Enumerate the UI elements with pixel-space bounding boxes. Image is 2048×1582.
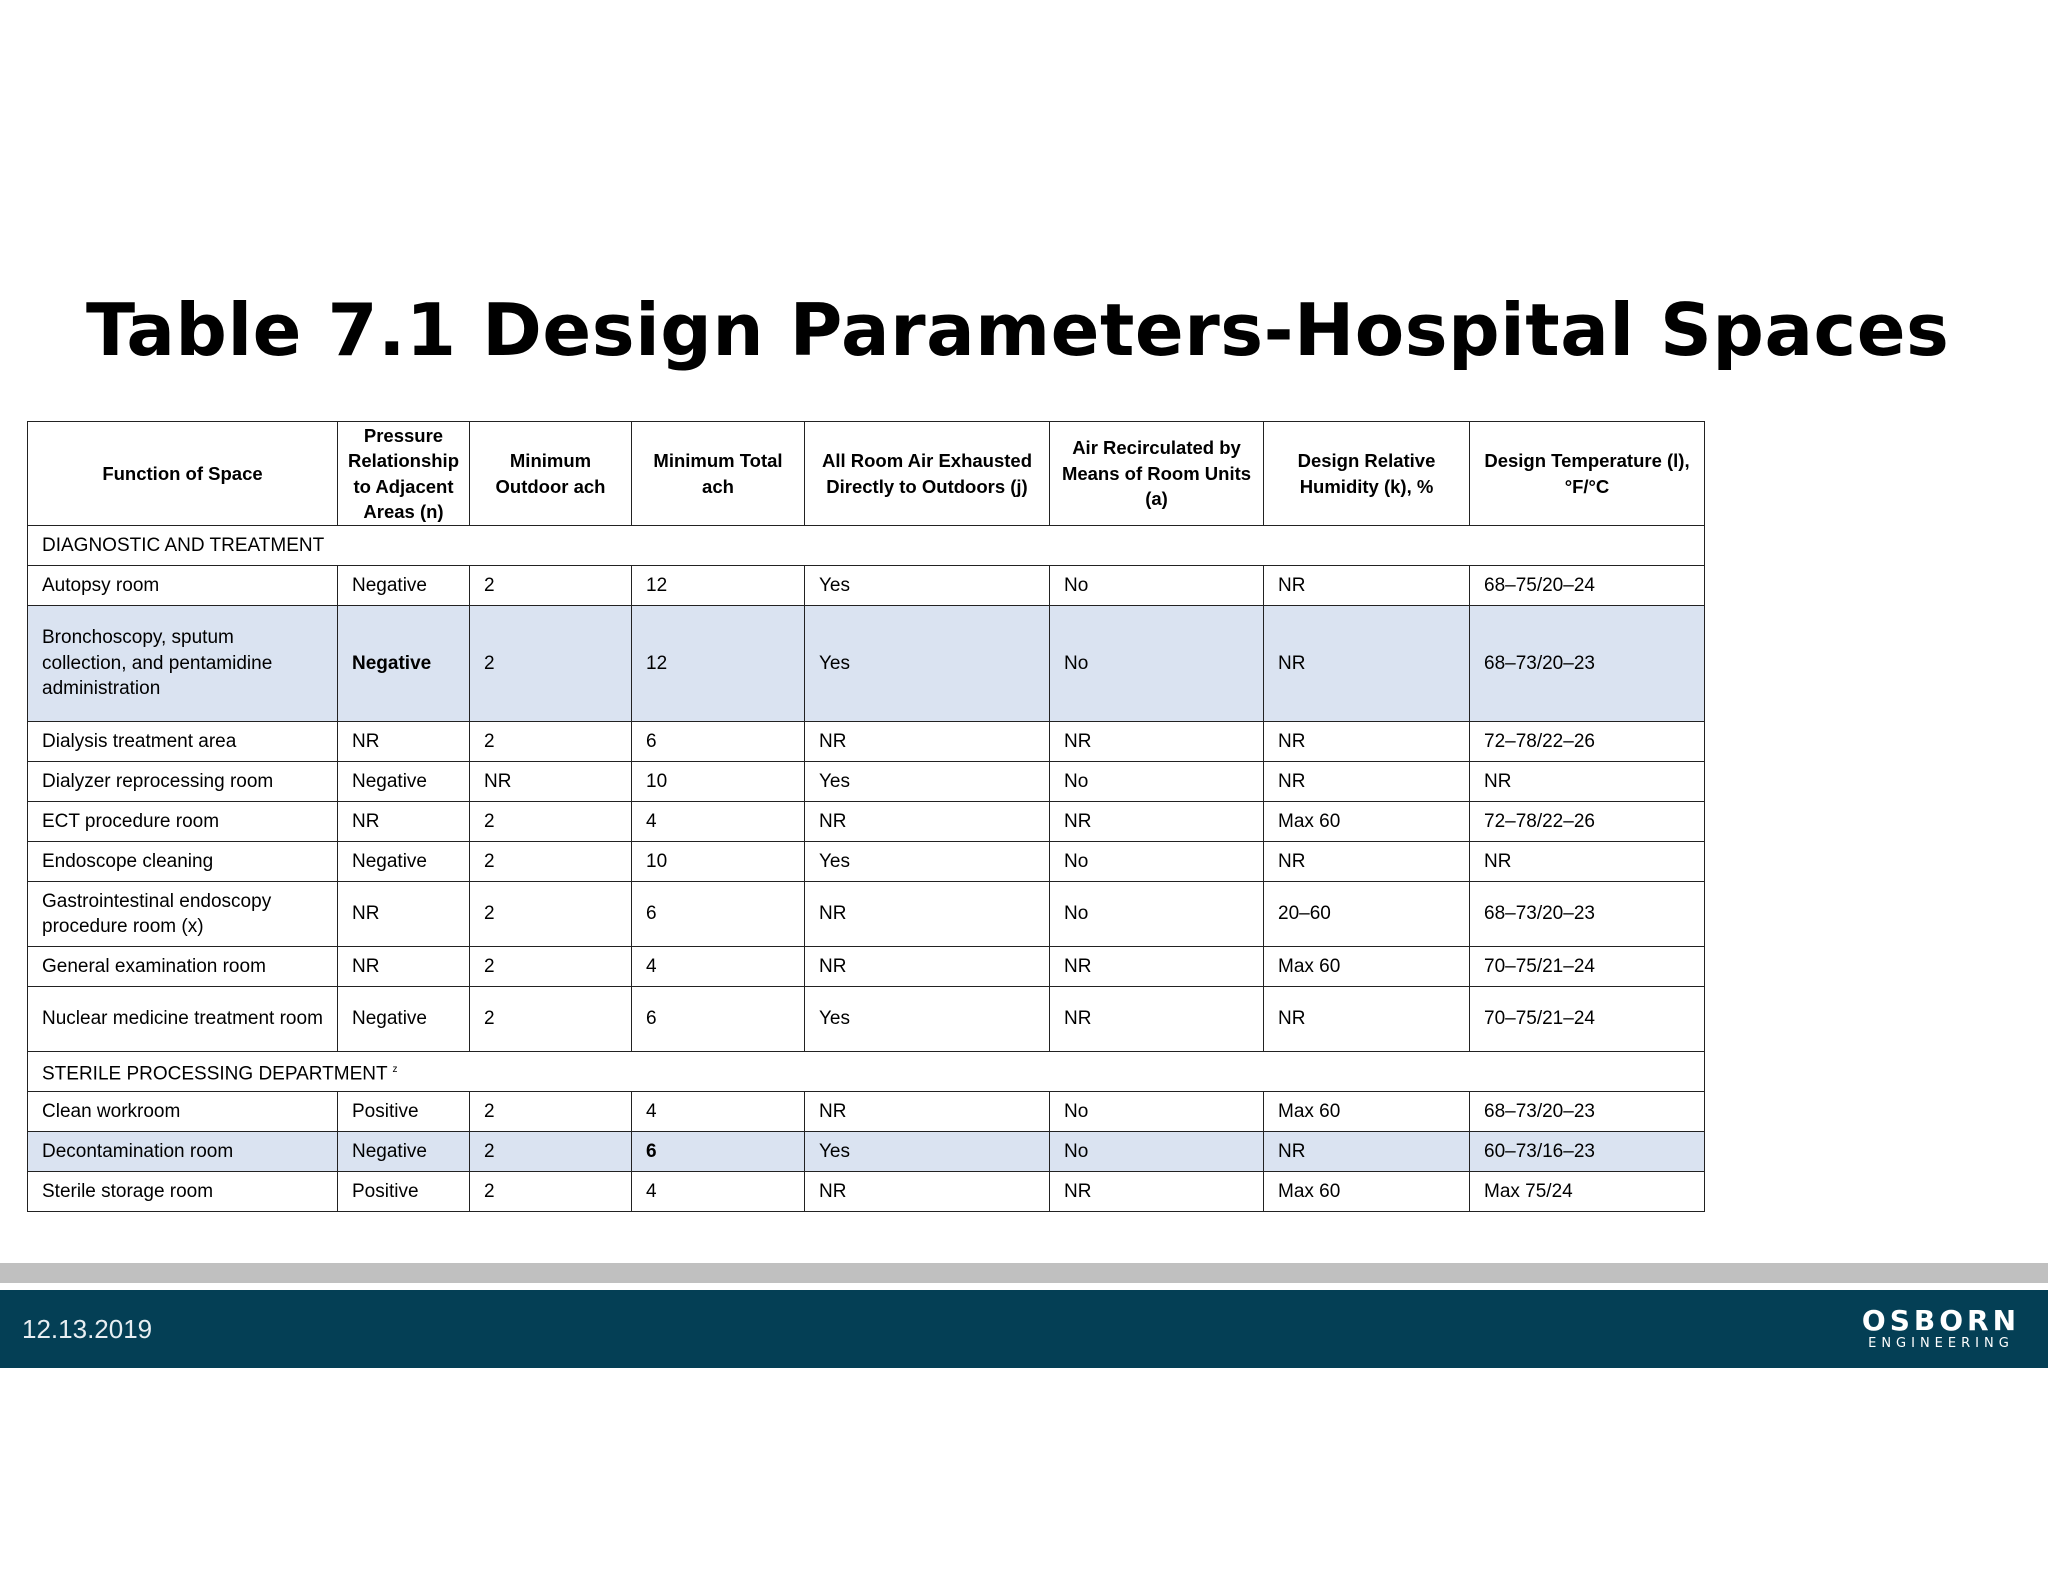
cell-recirc: NR <box>1050 722 1264 762</box>
cell-function: ECT procedure room <box>28 802 338 842</box>
cell-pressure: Negative <box>338 1132 470 1172</box>
cell-pressure: NR <box>338 722 470 762</box>
cell-temperature: NR <box>1470 762 1705 802</box>
cell-temperature: 68–75/20–24 <box>1470 566 1705 606</box>
cell-function: Autopsy room <box>28 566 338 606</box>
cell-pressure: NR <box>338 947 470 987</box>
table-row <box>28 1092 1705 1132</box>
cell-pressure: NR <box>338 882 470 947</box>
cell-recirc: NR <box>1050 802 1264 842</box>
table-row <box>28 762 1705 802</box>
header-outdoor: Minimum Outdoor ach <box>470 422 632 526</box>
cell-temperature: 60–73/16–23 <box>1470 1132 1705 1172</box>
cell-humidity: NR <box>1264 987 1470 1052</box>
cell-recirc: No <box>1050 762 1264 802</box>
section-sterile-label: STERILE PROCESSING DEPARTMENT <box>42 1062 388 1084</box>
cell-temperature: 70–75/21–24 <box>1470 987 1705 1052</box>
header-pressure: Pressure Relationship to Adjacent Areas (n) <box>338 422 470 526</box>
cell-temperature: 68–73/20–23 <box>1470 1092 1705 1132</box>
cell-function: Nuclear medicine treatment room <box>28 987 338 1052</box>
cell-total: 4 <box>632 1172 805 1212</box>
cell-function: Clean workroom <box>28 1092 338 1132</box>
cell-outdoor: 2 <box>470 606 632 722</box>
cell-exhaust: NR <box>805 722 1050 762</box>
cell-exhaust: Yes <box>805 606 1050 722</box>
cell-temperature: 72–78/22–26 <box>1470 722 1705 762</box>
cell-temperature: 68–73/20–23 <box>1470 882 1705 947</box>
cell-total: 10 <box>632 842 805 882</box>
cell-humidity: NR <box>1264 762 1470 802</box>
cell-total: 10 <box>632 762 805 802</box>
cell-humidity: NR <box>1264 1132 1470 1172</box>
logo-wordmark: OSBORN <box>1861 1304 2020 1337</box>
cell-pressure: Negative <box>338 762 470 802</box>
cell-outdoor: 2 <box>470 802 632 842</box>
cell-function: Decontamination room <box>28 1132 338 1172</box>
cell-recirc: No <box>1050 566 1264 606</box>
cell-exhaust: NR <box>805 1092 1050 1132</box>
header-recirc: Air Recirculated by Means of Room Units (a) <box>1050 422 1264 526</box>
cell-pressure: Negative <box>338 566 470 606</box>
table-row <box>28 987 1705 1052</box>
footer-bar <box>0 1290 2048 1368</box>
cell-outdoor: NR <box>470 762 632 802</box>
table-row <box>28 802 1705 842</box>
cell-total: 4 <box>632 802 805 842</box>
cell-pressure: Negative <box>338 842 470 882</box>
divider-band <box>0 1263 2048 1283</box>
cell-exhaust: NR <box>805 882 1050 947</box>
cell-total: 12 <box>632 566 805 606</box>
cell-humidity: NR <box>1264 722 1470 762</box>
table-row <box>28 1172 1705 1212</box>
cell-recirc: No <box>1050 1092 1264 1132</box>
header-exhaust: All Room Air Exhausted Directly to Outdoors (j) <box>805 422 1050 526</box>
cell-humidity: NR <box>1264 606 1470 722</box>
header-humidity: Design Relative Humidity (k), % <box>1264 422 1470 526</box>
section-row <box>28 1052 1705 1092</box>
cell-recirc: No <box>1050 882 1264 947</box>
cell-temperature: Max 75/24 <box>1470 1172 1705 1212</box>
cell-pressure: Negative <box>338 606 470 722</box>
cell-exhaust: Yes <box>805 1132 1050 1172</box>
table-row <box>28 606 1705 722</box>
cell-function: Dialysis treatment area <box>28 722 338 762</box>
cell-total: 6 <box>632 1132 805 1172</box>
cell-exhaust: Yes <box>805 842 1050 882</box>
cell-outdoor: 2 <box>470 1172 632 1212</box>
cell-humidity: Max 60 <box>1264 1092 1470 1132</box>
header-temperature: Design Temperature (l), °F/°C <box>1470 422 1705 526</box>
cell-recirc: NR <box>1050 947 1264 987</box>
cell-total: 6 <box>632 882 805 947</box>
section-diagnostic: DIAGNOSTIC AND TREATMENT <box>28 526 1705 566</box>
footer-date: 12.13.2019 <box>22 1314 153 1344</box>
table-row <box>28 722 1705 762</box>
cell-recirc: No <box>1050 606 1264 722</box>
cell-total: 4 <box>632 1092 805 1132</box>
cell-function: Gastrointestinal endoscopy procedure room (x) <box>28 882 338 947</box>
cell-recirc: No <box>1050 842 1264 882</box>
cell-total: 6 <box>632 722 805 762</box>
design-parameters-table <box>27 421 1705 1212</box>
table-row <box>28 947 1705 987</box>
cell-humidity: Max 60 <box>1264 1172 1470 1212</box>
cell-pressure: Positive <box>338 1092 470 1132</box>
logo-subtitle: ENGINEERING <box>1868 1336 2014 1351</box>
cell-total: 6 <box>632 987 805 1052</box>
cell-pressure: NR <box>338 802 470 842</box>
cell-outdoor: 2 <box>470 947 632 987</box>
cell-recirc: No <box>1050 1132 1264 1172</box>
cell-function: Bronchoscopy, sputum collection, and pentamidine administration <box>28 606 338 722</box>
cell-exhaust: NR <box>805 1172 1050 1212</box>
cell-temperature: 70–75/21–24 <box>1470 947 1705 987</box>
cell-outdoor: 2 <box>470 1132 632 1172</box>
cell-recirc: NR <box>1050 987 1264 1052</box>
cell-temperature: 72–78/22–26 <box>1470 802 1705 842</box>
section-sterile <box>28 1052 1705 1092</box>
cell-function: Endoscope cleaning <box>28 842 338 882</box>
header-total: Minimum Total ach <box>632 422 805 526</box>
header-row <box>28 422 1705 526</box>
cell-humidity: Max 60 <box>1264 802 1470 842</box>
cell-pressure: Positive <box>338 1172 470 1212</box>
cell-humidity: Max 60 <box>1264 947 1470 987</box>
cell-function: General examination room <box>28 947 338 987</box>
cell-exhaust: Yes <box>805 762 1050 802</box>
page-title: Table 7.1 Design Parameters-Hospital Spaces <box>86 288 1950 372</box>
cell-outdoor: 2 <box>470 882 632 947</box>
table-row <box>28 1132 1705 1172</box>
cell-total: 4 <box>632 947 805 987</box>
cell-temperature: 68–73/20–23 <box>1470 606 1705 722</box>
cell-outdoor: 2 <box>470 987 632 1052</box>
table-row <box>28 882 1705 947</box>
header-function: Function of Space <box>28 422 338 526</box>
cell-outdoor: 2 <box>470 1092 632 1132</box>
cell-outdoor: 2 <box>470 842 632 882</box>
cell-outdoor: 2 <box>470 566 632 606</box>
cell-function: Dialyzer reprocessing room <box>28 762 338 802</box>
cell-total: 12 <box>632 606 805 722</box>
cell-recirc: NR <box>1050 1172 1264 1212</box>
cell-humidity: NR <box>1264 566 1470 606</box>
footnote-mark: z <box>392 1063 398 1075</box>
cell-outdoor: 2 <box>470 722 632 762</box>
cell-humidity: NR <box>1264 842 1470 882</box>
table-row <box>28 842 1705 882</box>
cell-exhaust: NR <box>805 947 1050 987</box>
section-row <box>28 526 1705 566</box>
table-row <box>28 566 1705 606</box>
cell-humidity: 20–60 <box>1264 882 1470 947</box>
cell-function: Sterile storage room <box>28 1172 338 1212</box>
osborn-logo <box>1862 1306 2020 1352</box>
cell-exhaust: NR <box>805 802 1050 842</box>
cell-pressure: Negative <box>338 987 470 1052</box>
cell-exhaust: Yes <box>805 987 1050 1052</box>
cell-exhaust: Yes <box>805 566 1050 606</box>
cell-temperature: NR <box>1470 842 1705 882</box>
